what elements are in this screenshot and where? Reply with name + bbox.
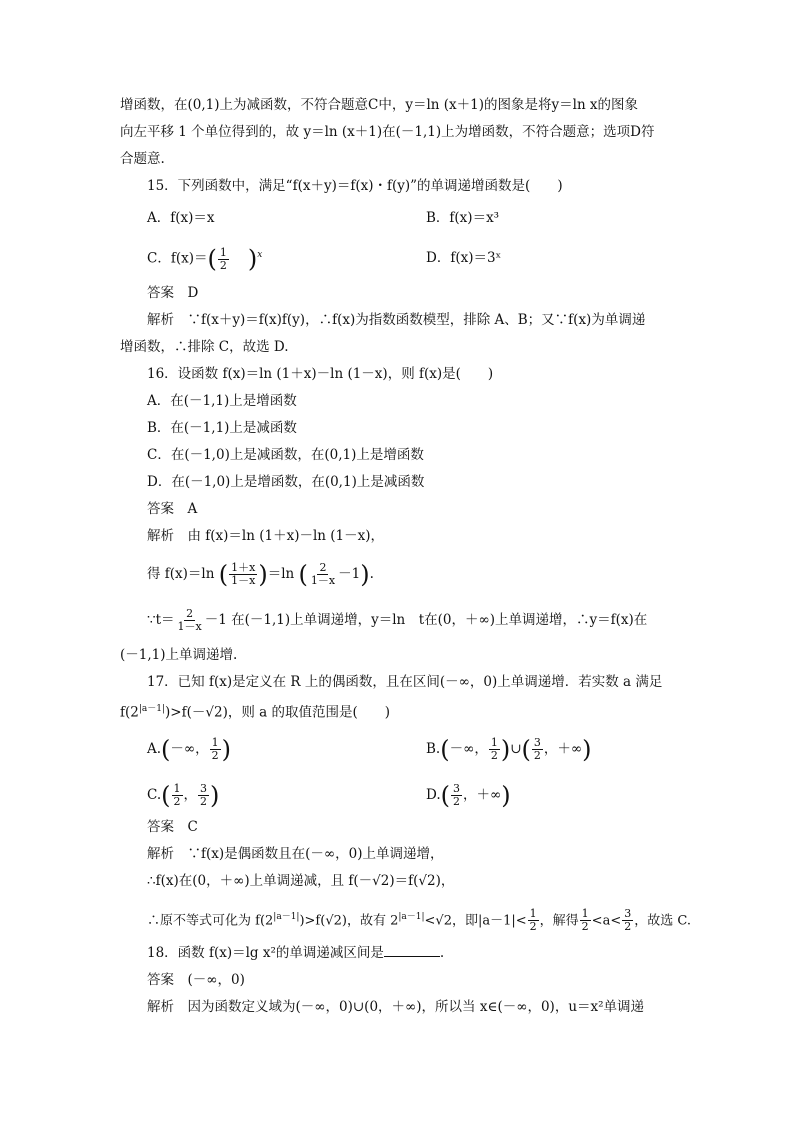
intro-line-1: 增函数，在(0,1)上为减函数，不符合题意C中，y＝ln (x＋1)的图象是将y＝ln x的图象 (120, 97, 639, 113)
q16-option-d: D．在(－1,0)上是增函数，在(0,1)上是减函数 (147, 474, 425, 490)
q17-solution-3: ∴原不等式可化为 $f(2^{|a-1|})>f(√2)$，故有 $2^{|a-1|}<√2$，即|a－1|< $\frac{1}{2}$ ，解得 $\frac{1}{2}$ <a< $\frac{3}{2}$ ，故选 C. (147, 907, 691, 934)
q17-option-c: C.( $\frac{1}{2}$ ， $\frac{3}{2}$ ) (147, 781, 220, 810)
answer-blank (384, 944, 440, 957)
q17-option-a: A.(－∞， $\frac{1}{2}$ ) (147, 735, 232, 764)
q17-option-b: B.(－∞， $\frac{1}{2}$ )∪( $\frac{3}{2}$ ，＋∞) (426, 735, 592, 764)
q15-solution-1: 解析 ∵f(x＋y)＝f(x)f(y)，∴f(x)为指数函数模型，排除 A、B；又∵f(x)为单调递 (147, 312, 646, 328)
q16-fraction-3: $\frac{2}{1-x}$ (177, 607, 202, 633)
q15-option-a: A．f(x)＝x (147, 210, 215, 226)
q17-answer: 答案 C (147, 819, 198, 835)
q15-option-d: D．f(x)＝3ˣ (426, 250, 502, 266)
q18-solution-1: 解析 因为函数定义域为(－∞，0)∪(0，＋∞)，所以当 x∈(－∞，0)，u＝x²单调递 (147, 999, 645, 1015)
q17-stem-2: $f(2^{|a-1|})>f(-√2)$，则 a 的取值范围是( ) (120, 704, 390, 721)
q16-solution-1: 解析 由 f(x)＝ln (1＋x)－ln (1－x)， (147, 528, 385, 544)
q18-answer: 答案 (－∞，0) (147, 972, 245, 988)
q16-stem: 16．设函数 f(x)＝ln (1＋x)－ln (1－x)，则 f(x)是( ) (147, 366, 494, 382)
q15-solution-2: 增函数，∴排除 C，故选 D. (120, 339, 289, 355)
intro-line-3: 合题意. (120, 151, 165, 167)
q17-solution-1: 解析 ∵f(x)是偶函数且在(－∞，0)上单调递增， (147, 846, 444, 862)
q15-option-c-fraction: $\frac{1}{2}$ (219, 245, 227, 272)
q17-solution-2: ∴f(x)在(0，＋∞)上单调递减，且 f(－√2)＝f(√2)， (147, 873, 455, 889)
q16-option-a: A．在(－1,1)上是增函数 (147, 393, 297, 409)
intro-line-2: 向左平移 1 个单位得到的，故 y＝ln (x＋1)在(－1,1)上为增函数，不符合题意；选项D符 (120, 124, 655, 140)
q15-option-c-prefix: C．f(x)＝ (147, 250, 208, 267)
q15-option-b: B．f(x)＝x³ (426, 210, 500, 226)
q15-option-c: C．f(x)＝( $\frac{1}{2}$ )$^x$ (147, 245, 263, 273)
q16-option-b: B．在(－1,1)上是减函数 (147, 420, 297, 436)
q18-stem: 18．函数 f(x)＝lg x²的单调递减区间是 . (147, 945, 445, 961)
q16-fraction-2: $\frac{2}{1-x}$ (310, 561, 336, 587)
q16-answer: 答案 A (147, 501, 198, 517)
q15-answer: 答案 D (147, 285, 199, 301)
q16-option-c: C．在(－1,0)上是减函数，在(0,1)上是增函数 (147, 447, 424, 463)
q16-solution-4: (－1,1)上单调递增. (120, 647, 238, 663)
q16-fraction-1: $\frac{1+x}{1-x}$ (231, 561, 256, 587)
q16-solution-2: 得 f(x)＝ln ( $\frac{1+x}{1-x}$ )＝ln ( $\frac{2}{1-x}$ －1). (147, 560, 374, 589)
q17-option-d: D.( $\frac{3}{2}$ ，＋∞) (426, 781, 511, 810)
q17-stem-1: 17．已知 f(x)是定义在 R 上的偶函数，且在区间(－∞，0)上单调递增．若实数 a 满足 (147, 674, 663, 690)
q16-solution-3: ∵t＝ $\frac{2}{1-x}$ －1 在(－1,1)上单调递增，y＝ln t在(0，＋∞)上单调递增，∴y＝f(x)在 (147, 607, 648, 633)
q15-stem: 15．下列函数中，满足“f(x＋y)＝f(x)・f(y)”的单调递增函数是( ) (147, 178, 563, 194)
